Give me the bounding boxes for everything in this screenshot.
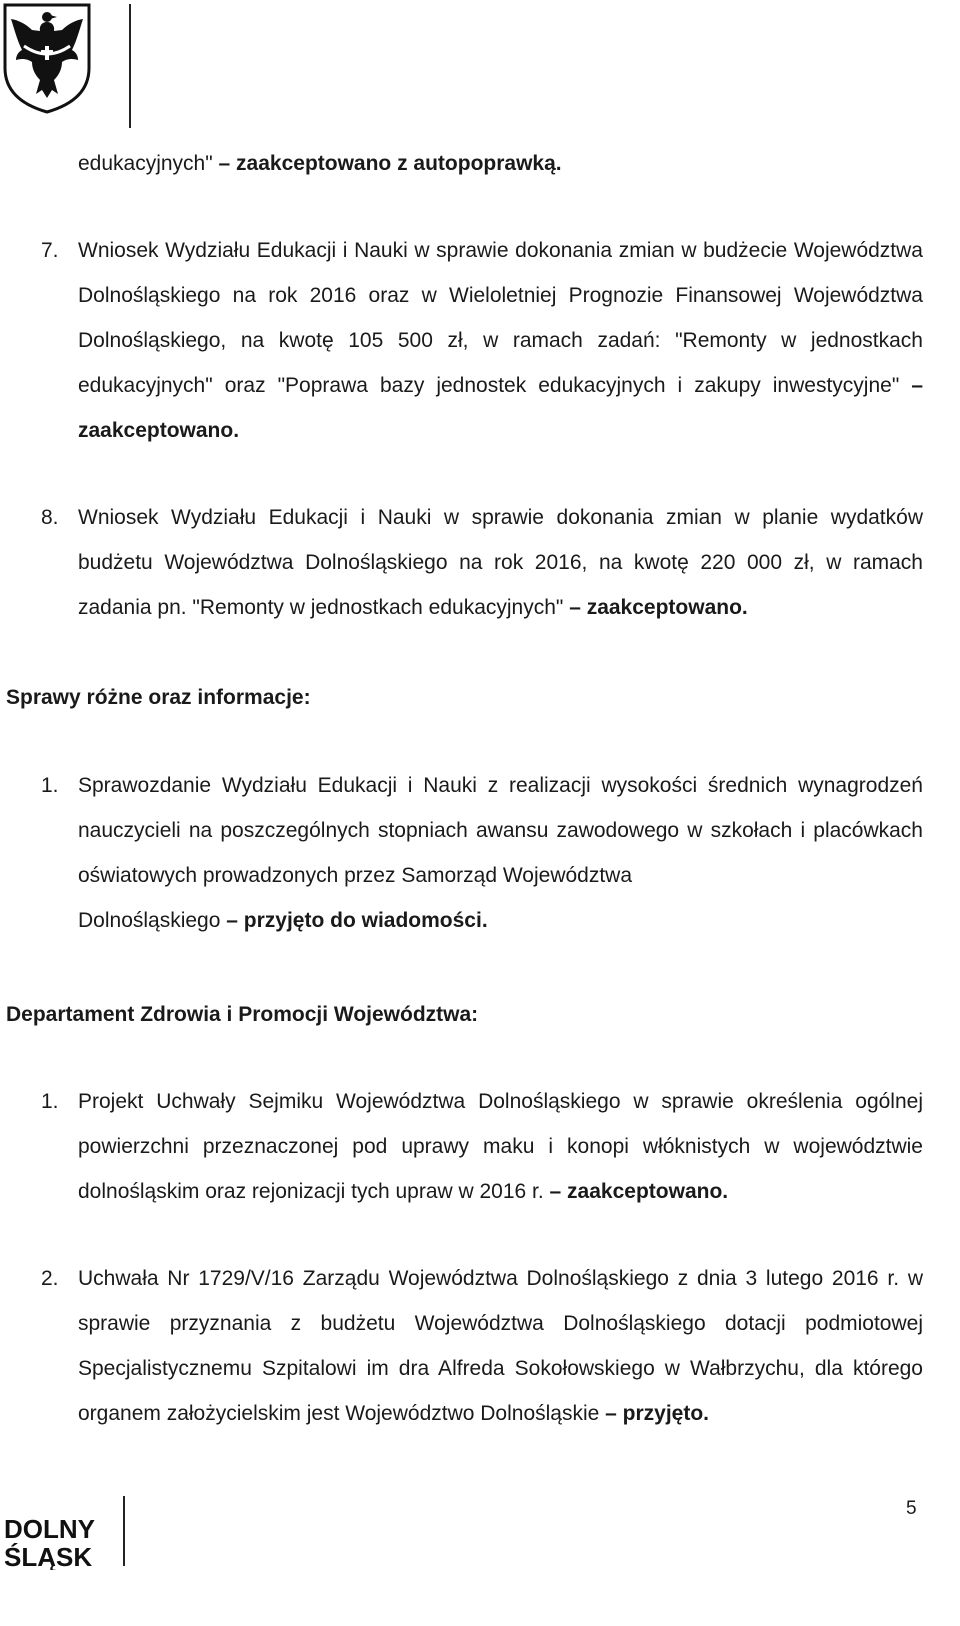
item-8-result: – zaakceptowano.: [569, 596, 748, 619]
health-item-2-number: 2.: [41, 1267, 59, 1290]
item-7-number: 7.: [41, 239, 59, 262]
health-item-2-text: [78, 1256, 923, 1436]
health-item-2-body: Uchwała Nr 1729/V/16 Zarządu Województwa Dolnośląskiego z dnia 3 lutego 2016 r. w sprawie przyznania z budżetu Województwa Dolnośląskiego dotacji podmiotowej Specjalistycznemu Szpitalowi im dra Alfreda Sokołowskiego w Wałbrzychu, dla którego organem założycielskim jest Województwo Dolnośląskie: [78, 1267, 923, 1425]
continuation-body: edukacyjnych": [78, 152, 219, 175]
item-7-text: [78, 228, 923, 453]
misc-item-1-number: 1.: [41, 774, 59, 797]
footer-divider: [123, 1496, 125, 1566]
health-item-2-result: – przyjęto.: [605, 1402, 710, 1425]
misc-item-1-result: – przyjęto do wiadomości.: [226, 909, 488, 932]
section-health-heading: Departament Zdrowia i Promocji Województwa:: [6, 1003, 479, 1026]
misc-item-1-last-line: [78, 898, 923, 943]
health-item-1-text: [78, 1079, 923, 1214]
section-misc-heading: Sprawy różne oraz informacje:: [6, 686, 311, 709]
item-8-number: 8.: [41, 506, 59, 529]
item-8-body: Wniosek Wydziału Edukacji i Nauki w sprawie dokonania zmian w planie wydatków budżetu Województwa Dolnośląskiego na rok 2016, na kwotę 220 000 zł, w ramach zadania pn. "Remonty w jednostkach edukacyjnych": [78, 506, 923, 619]
item-7-result: – zaakceptowano.: [78, 374, 923, 442]
logo-text-line2: ŚLĄSK: [4, 1542, 93, 1570]
misc-item-1-body: Sprawozdanie Wydziału Edukacji i Nauki z realizacji wysokości średnich wynagrodzeń nauczycieli na poszczególnych stopniach awansu zawodowego w szkołach i placówkach oświatowych prowadzonych przez Samorząd Województwa: [78, 774, 923, 887]
dolny-slask-logo: [4, 1512, 104, 1570]
header-divider: [129, 4, 131, 128]
health-item-1-body: Projekt Uchwały Sejmiku Województwa Dolnośląskiego w sprawie określenia ogólnej powierzchni przeznaczonej pod uprawy maku i konopi włóknistych w województwie dolnośląskim oraz rejonizacji tych upraw w 2016 r.: [78, 1090, 923, 1203]
health-item-1-number: 1.: [41, 1090, 59, 1113]
item-8-text: [78, 495, 923, 630]
health-item-1-result: – zaakceptowano.: [549, 1180, 729, 1203]
logo-text-line1: DOLNY: [4, 1514, 95, 1544]
continuation-text: [78, 141, 923, 186]
continuation-result: – zaakceptowano z autopoprawką.: [218, 152, 562, 175]
coat-of-arms-logo: [2, 2, 92, 114]
misc-item-1-last-body: Dolnośląskiego: [78, 909, 227, 932]
misc-item-1-text: [78, 763, 923, 943]
page-number: 5: [906, 1498, 917, 1519]
item-7-body: Wniosek Wydziału Edukacji i Nauki w sprawie dokonania zmian w budżecie Województwa Dolnośląskiego na rok 2016 oraz w Wieloletniej Prognozie Finansowej Województwa Dolnośląskiego, na kwotę 105 500 zł, w ramach zadań: "Remonty w jednostkach edukacyjnych" oraz "Poprawa bazy jednostek edukacyjnych i zakupy inwestycyjne": [78, 239, 923, 397]
eagle-coat-of-arms-icon: [2, 2, 92, 114]
